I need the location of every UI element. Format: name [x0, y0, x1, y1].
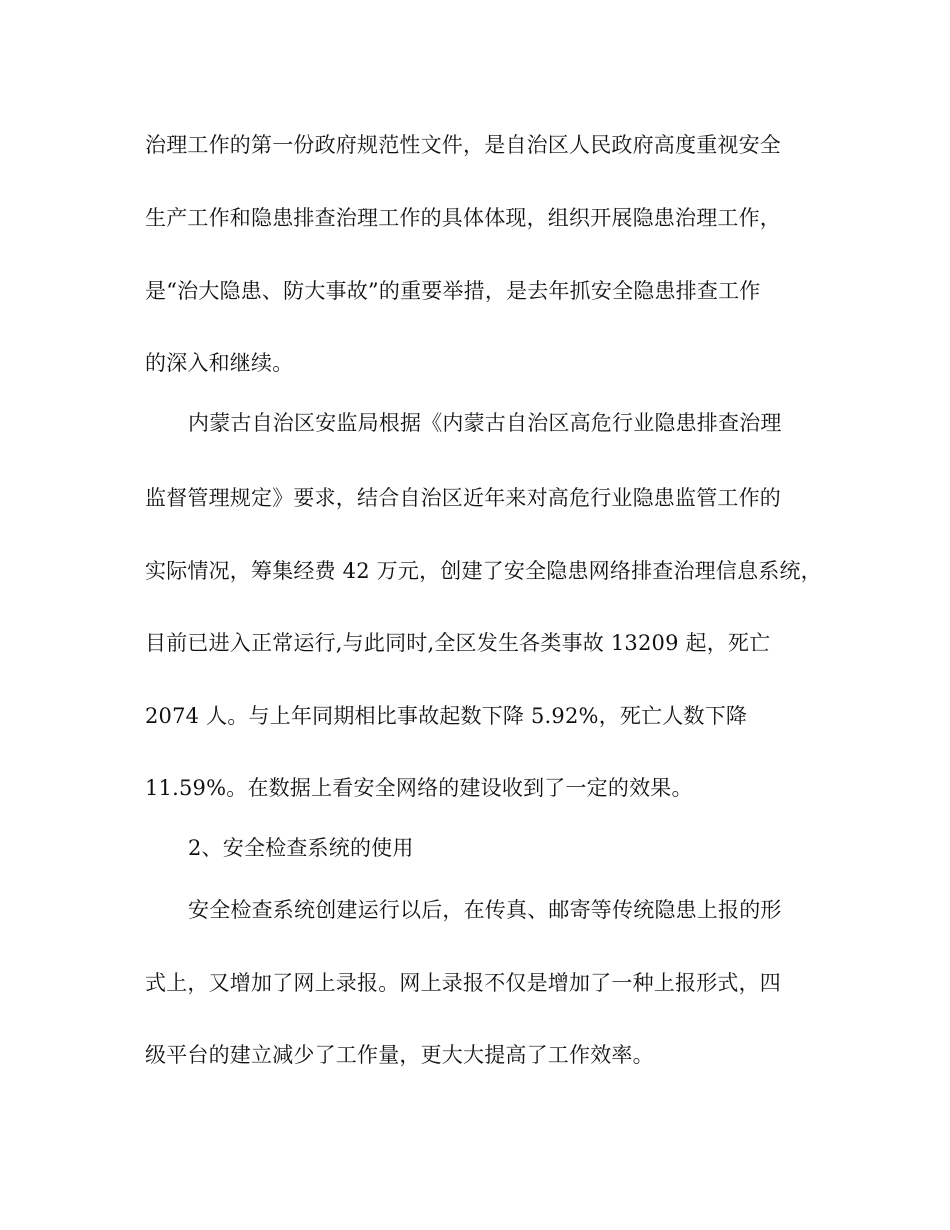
- paragraph-first-line: 内蒙古自治区安监局根据《内蒙古自治区高危行业隐患排查治理: [188, 411, 782, 435]
- body-text-line: 11.59%。在数据上看安全网络的建设收到了一定的效果。: [145, 776, 693, 800]
- body-text-line: 级平台的建立减少了工作量，更大大提高了工作效率。: [145, 1043, 654, 1067]
- body-text-line: 式上，又增加了网上录报。网上录报不仅是增加了一种上报形式，四: [145, 971, 781, 995]
- body-text-line: 2074 人。与上年同期相比事故起数下降 5.92%，死亡人数下降: [145, 704, 748, 728]
- body-text-line: 监督管理规定》要求，结合自治区近年来对高危行业隐患监管工作的: [145, 486, 781, 510]
- body-text-line: 是“治大隐患、防大事故”的重要举措，是去年抓安全隐患排查工作: [145, 279, 761, 303]
- body-text-line: 生产工作和隐患排查治理工作的具体体现，组织开展隐患治理工作，: [145, 206, 781, 230]
- body-text-line: 的深入和继续。: [145, 351, 294, 375]
- body-text-line: 治理工作的第一份政府规范性文件，是自治区人民政府高度重视安全: [145, 133, 781, 157]
- body-text-line: 实际情况，筹集经费 42 万元，创建了安全隐患网络排查治理信息系统，: [145, 559, 822, 583]
- section-heading: 2、安全检查系统的使用: [188, 836, 414, 860]
- paragraph-first-line: 安全检查系统创建运行以后，在传真、邮寄等传统隐患上报的形: [188, 898, 782, 922]
- body-text-line: 目前已进入正常运行,与此同时,全区发生各类事故 13209 起，死亡: [145, 631, 771, 655]
